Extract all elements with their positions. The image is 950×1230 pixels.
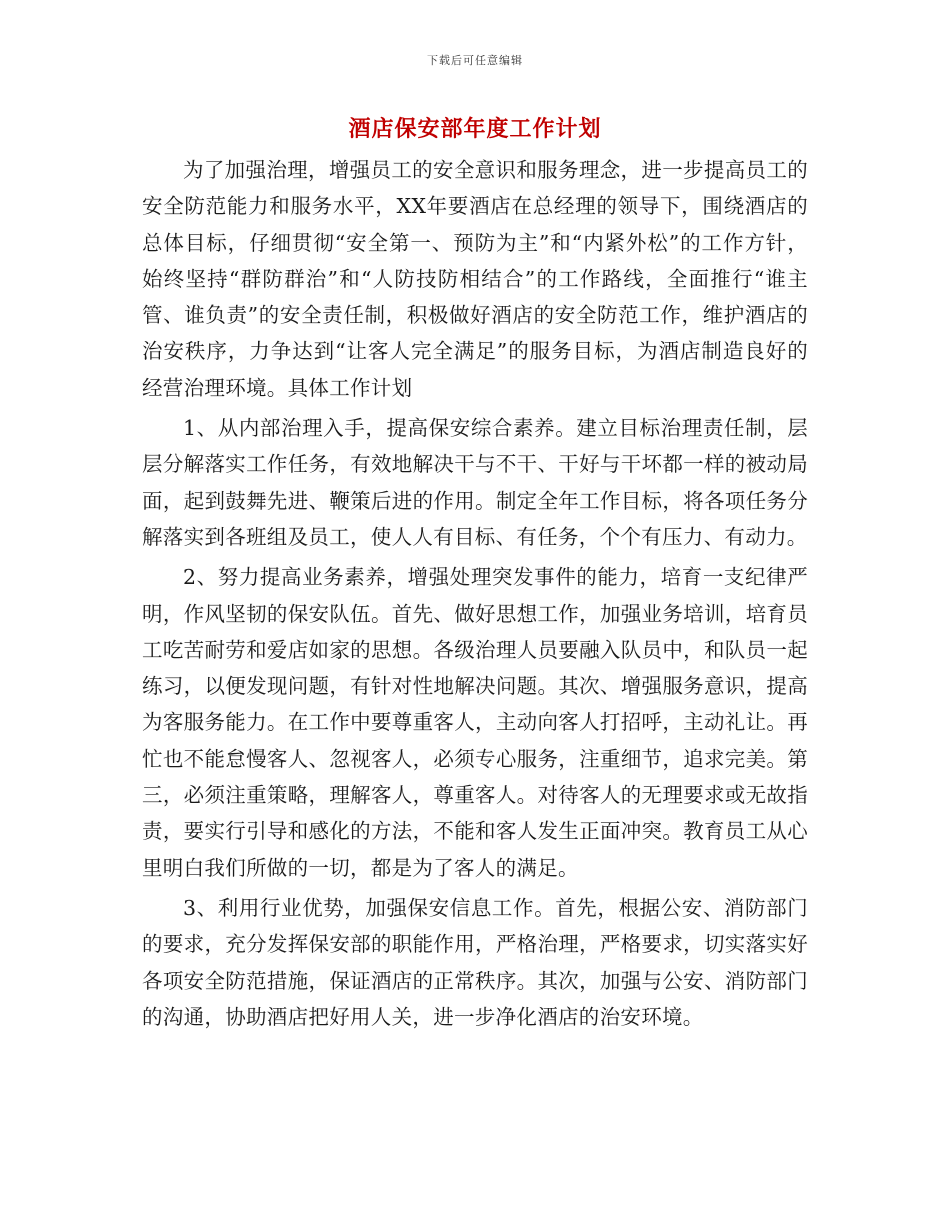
paragraph-item-2: 2、努力提高业务素养，增强处理突发事件的能力，培育一支纪律严明，作风坚韧的保安队伍。首先、做好思想工作，加强业务培训，培育员工吃苦耐劳和爱店如家的思想。各级治理人员要融入队员中，和队员一起练习，以便发现问题，有针对性地解决问题。其次、增强服务意识，提高为客服务能力。在工作中要尊重客人，主动向客人打招呼，主动礼让。再忙也不能怠慢客人、忽视客人，必须专心服务，注重细节，追求完美。第三，必须注重策略，理解客人，尊重客人。对待客人的无理要求或无故指责，要实行引导和感化的方法，不能和客人发生正面冲突。教育员工从心里明白我们所做的一切，都是为了客人的满足。 xyxy=(142,565,808,880)
document-body xyxy=(142,152,808,1035)
paragraph-item-1: 1、从内部治理入手，提高保安综合素养。建立目标治理责任制，层层分解落实工作任务，有效地解决干与不干、干好与干坏都一样的被动局面，起到鼓舞先进、鞭策后进的作用。制定全年工作目标，将各项任务分解落实到各班组及员工，使人人有目标、有任务，个个有压力、有动力。 xyxy=(142,416,808,549)
paragraph-item-3: 3、利用行业优势，加强保安信息工作。首先，根据公安、消防部门的要求，充分发挥保安部的职能作用，严格治理，严格要求，切实落实好各项安全防范措施，保证酒店的正常秩序。其次，加强与公安、消防部门的沟通，协助酒店把好用人关，进一步净化酒店的治安环境。 xyxy=(142,895,808,1029)
header-note: 下载后可任意编辑 xyxy=(427,54,523,67)
page-title: 酒店保安部年度工作计划 xyxy=(348,116,602,142)
paragraph-intro: 为了加强治理，增强员工的安全意识和服务理念，进一步提高员工的安全防范能力和服务水平，XX年要酒店在总经理的领导下，围绕酒店的总体目标，仔细贯彻“安全第一、预防为主”和“内紧外松”的工作方针，始终坚持“群防群治”和“人防技防相结合”的工作路线，全面推行“谁主管、谁负责”的安全责任制，积极做好酒店的安全防范工作，维护酒店的治安秩序，力争达到“让客人完全满足”的服务目标，为酒店制造良好的经营治理环境。具体工作计划 xyxy=(142,158,808,400)
